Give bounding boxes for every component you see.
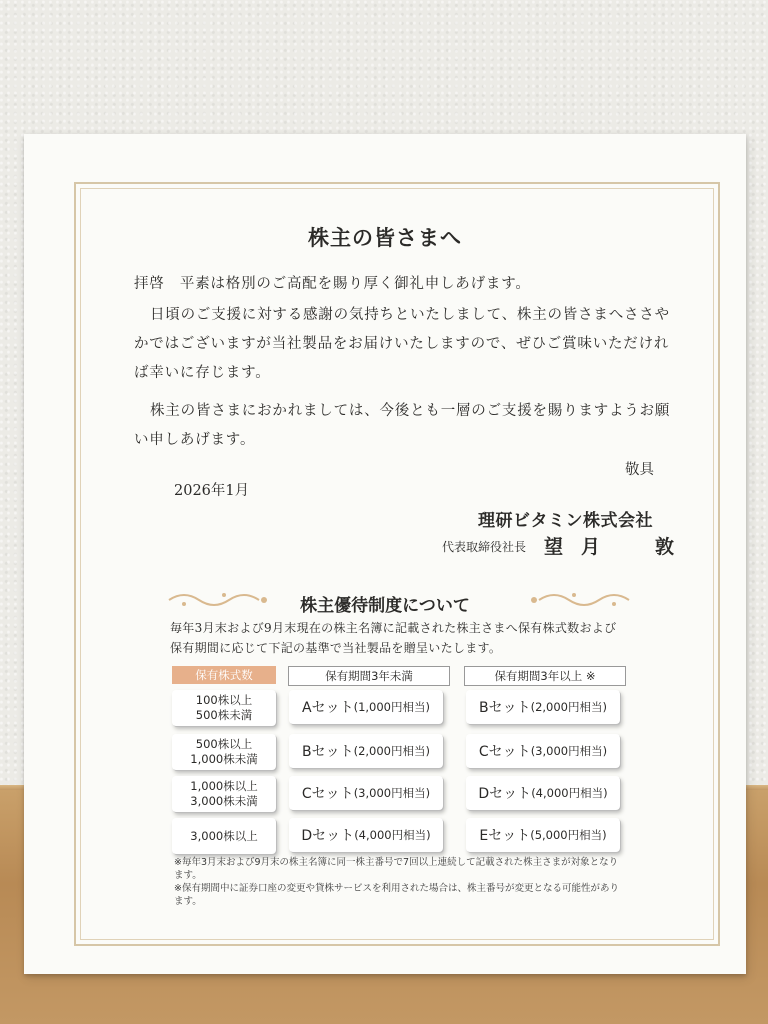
representative-title: 代表取締役社長 xyxy=(442,540,527,554)
closing-text: 敬具 xyxy=(625,462,654,478)
paragraph-request: 株主の皆さまにおかれましては、今後とも一層のご支援を賜りますようお願い申しあげます。 xyxy=(134,403,671,448)
shares-line: 3,000株未満 xyxy=(190,794,258,808)
set-value: (3,000円相当) xyxy=(530,744,608,758)
shares-cell xyxy=(172,734,276,770)
footnote-eligibility: ※毎年3月末および9月末の株主名簿に同一株主番号で7回以上連続して記載された株主さまが対象となります。 xyxy=(174,857,619,881)
shares-line: 1,000株以上 xyxy=(190,779,258,793)
paragraph-gratitude: 日頃のご支援に対する感謝の気持ちといたしまして、株主の皆さまへささやかではございますが当社製品をお届けいたしますので、ぜひご賞味いただければ幸いに存じます。 xyxy=(134,307,670,381)
set-name: Bセット xyxy=(478,700,531,716)
shares-line: 500株未満 xyxy=(195,708,253,722)
header-under-3-years: 保有期間3年未満 xyxy=(288,666,450,686)
set-name: Cセット xyxy=(478,744,531,760)
set-value: (2,000円相当) xyxy=(353,744,430,758)
ornament-right-icon xyxy=(524,590,634,610)
set-cell-over3 xyxy=(466,776,620,810)
benefit-title: 株主優待制度について xyxy=(300,596,470,616)
shares-line: 3,000株以上 xyxy=(190,828,258,843)
set-name: Bセット xyxy=(301,744,354,760)
benefit-intro: 毎年3月末および9月末現在の株主名簿に記載された株主さまへ保有株式数および保有期間に応じて下記の基準で当社製品を贈呈いたします。 xyxy=(170,621,617,655)
shares-cell xyxy=(172,818,276,854)
set-cell-over3 xyxy=(466,818,620,852)
set-value: (4,000円相当) xyxy=(354,828,431,842)
shares-cell xyxy=(172,690,276,726)
footnote-account-change: ※保有期間中に証券口座の変更や貸株サービスを利用された場合は、株主番号が変更となる可能性があります。 xyxy=(174,883,619,907)
header-shares: 保有株式数 xyxy=(172,666,276,684)
representative-name: 望月 敦 xyxy=(544,536,693,558)
company-name: 理研ビタミン株式会社 xyxy=(478,511,653,531)
set-value: (3,000円相当) xyxy=(353,786,431,800)
set-name: Eセット xyxy=(479,828,531,844)
set-name: Dセット xyxy=(478,786,532,802)
set-value: (5,000円相当) xyxy=(530,828,607,842)
set-cell-over3 xyxy=(466,734,620,768)
set-name: Aセット xyxy=(302,700,354,716)
greeting-text: 拝啓 平素は格別のご高配を賜り厚く御礼申しあげます。 xyxy=(134,276,531,292)
set-value: (1,000円相当) xyxy=(353,700,430,714)
set-cell-over3 xyxy=(466,690,620,724)
shares-line: 500株以上 xyxy=(195,737,253,751)
set-cell-under3 xyxy=(289,690,443,724)
set-name: Dセット xyxy=(301,828,355,844)
set-cell-under3 xyxy=(289,734,443,768)
set-cell-under3 xyxy=(289,776,443,810)
shares-cell xyxy=(172,776,276,812)
letter-title: 株主の皆さまへ xyxy=(308,225,462,250)
shares-line: 100株以上 xyxy=(195,693,253,707)
set-cell-under3 xyxy=(289,818,443,852)
notice-card xyxy=(24,134,746,974)
header-over-3-years: 保有期間3年以上 ※ xyxy=(464,666,626,686)
letter-date: 2026年1月 xyxy=(174,483,250,499)
set-name: Cセット xyxy=(301,786,354,802)
set-value: (2,000円相当) xyxy=(530,700,607,714)
shares-line: 1,000株未満 xyxy=(190,752,258,766)
set-value: (4,000円相当) xyxy=(531,786,608,800)
